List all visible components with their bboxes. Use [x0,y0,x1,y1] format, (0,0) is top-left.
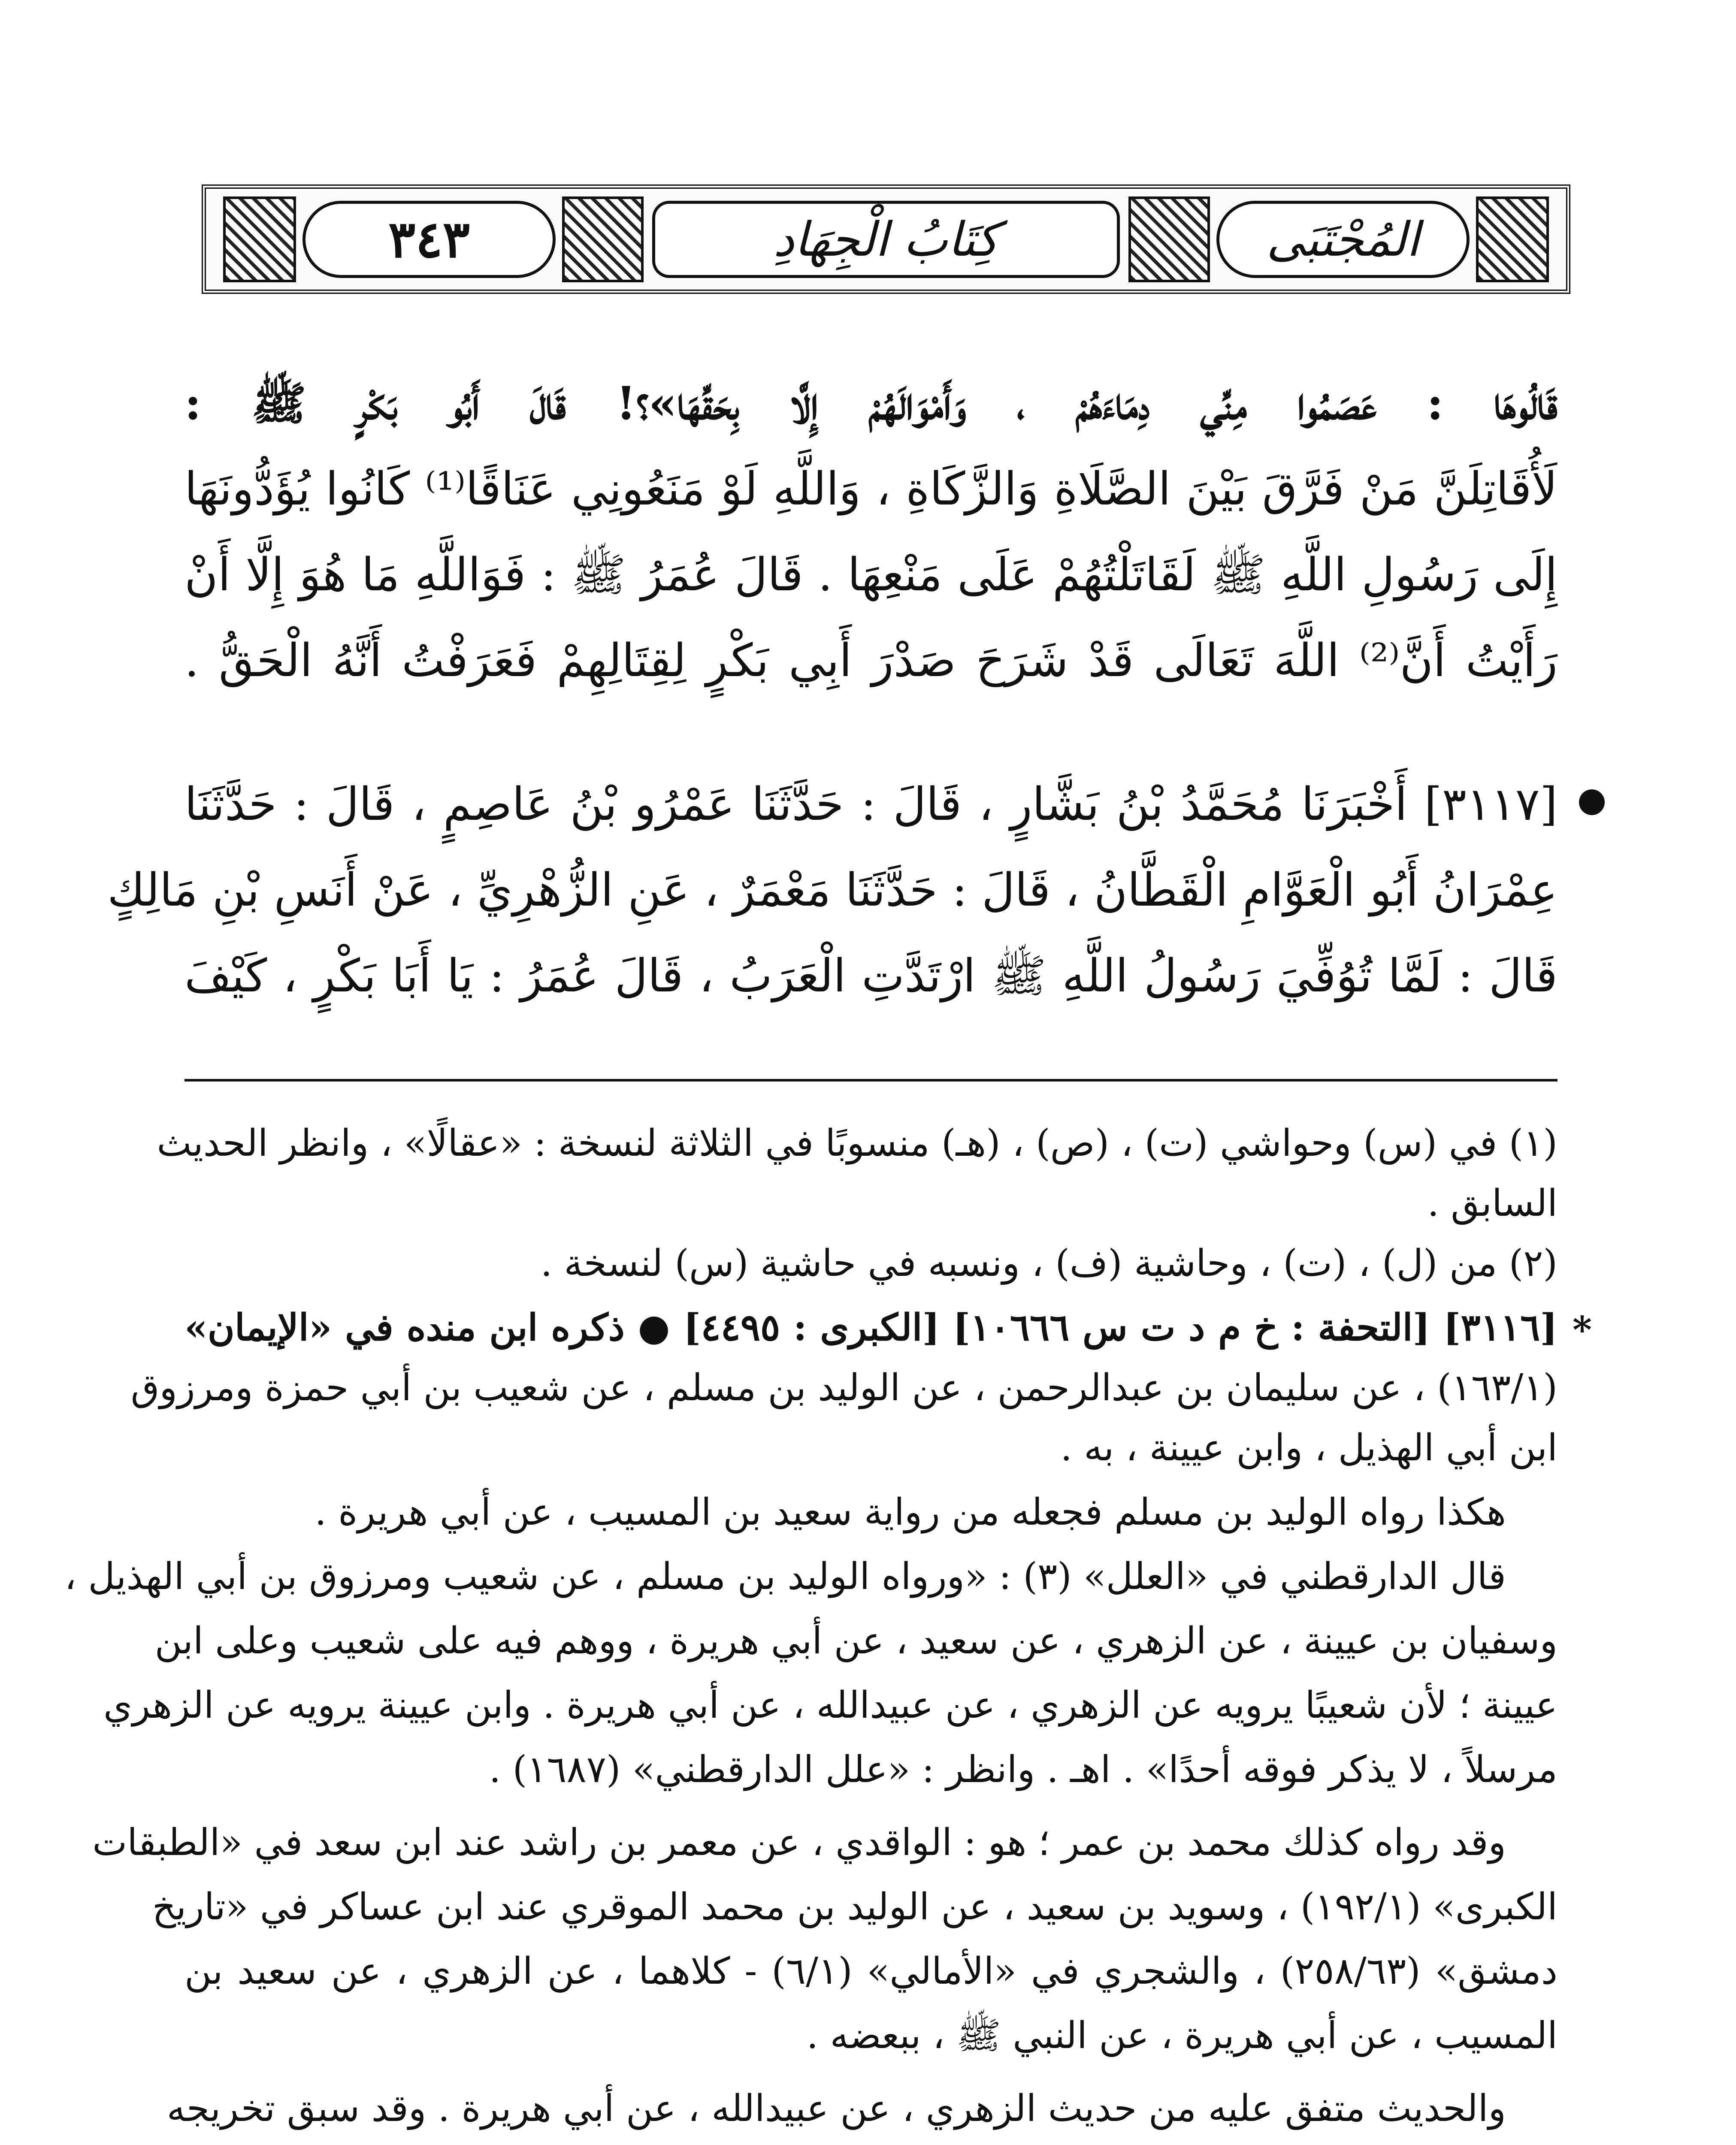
header-ornament-left [223,196,296,282]
header-ornament-center-left [562,196,644,282]
main-line: إِلَى رَسُولِ اللَّهِ ﷺ لَقَاتَلْتُهُمْ عَلَى مَنْعِهَا . قَالَ عُمَرُ ﷺ : فَوَاللَّهِ مَا هُوَ إِلَّا أَنْ [184,548,1558,601]
main-line: قَالُوهَا : عَصَمُوا مِنِّي دِمَاءَهُمْ ، وَأَمْوَالَهُمْ إِلَّا بِحَقِّهَا»؟! قَالَ أَبُو بَكْرٍ ﷺ : [184,376,1558,430]
main-line: رَأَيْتُ أَنَّ⁽²⁾ اللَّهَ تَعَالَى قَدْ شَرَحَ صَدْرَ أَبِي بَكْرٍ لِقِتَالِهِمْ فَعَرَفْتُ أَنَّهُ الْحَقُّ . [184,634,1558,687]
header-ornament-center-right [1128,196,1210,282]
page-header [202,184,1570,294]
takhrij-line: الكبرى» (١٩٢/١) ، وسويد بن سعيد ، عن الوليد بن محمد الموقري عند ابن عساكر في «تاريخ [152,1885,1558,1928]
book-title-cartouche [652,201,1120,278]
footnote-line: السابق . [1427,1182,1558,1225]
takhrij-line: (١٦٣/١) ، عن سليمان بن عبدالرحمن ، عن الوليد بن مسلم ، عن شعيب بن أبي حمزة ومرزوق [130,1366,1558,1409]
main-line: عِمْرَانُ أَبُو الْعَوَّامِ الْقَطَّانُ ، قَالَ : حَدَّثَنَا مَعْمَرٌ ، عَنِ الزُّهْرِيِّ ، عَنْ أَنَسِ بْنِ مَالِكٍ [107,864,1558,916]
takhrij-line: [٣١١٦] [التحفة : خ م د ت س ١٠٦٦٦] [الكبرى : ٤٤٩٥] ● ذكره ابن منده في «الإيمان» [184,1306,1558,1349]
takhrij-line: والحديث متفق عليه من حديث الزهري ، عن عبيدالله ، عن أبي هريرة . وقد سبق تخريجه [166,2087,1506,2130]
takhrij-line: وقد رواه كذلك محمد بن عمر ؛ هو : الواقدي ، عن معمر بن راشد عند ابن سعد في «الطبقات [92,1821,1506,1864]
header-ornament-right [1476,196,1549,282]
main-line: لَأُقَاتِلَنَّ مَنْ فَرَّقَ بَيْنَ الصَّلَاةِ وَالزَّكَاةِ ، وَاللَّهِ لَوْ مَنَعُونِي عَنَاقًا⁽¹⁾ كَانُوا يُؤَدُّونَهَا [184,462,1558,515]
takhrij-marker: * [1573,1308,1592,1352]
main-line: قَالَ : لَمَّا تُوُفِّيَ رَسُولُ اللَّهِ ﷺ ارْتَدَّتِ الْعَرَبُ ، قَالَ عُمَرُ : يَا أَبَا بَكْرٍ ، كَيْفَ [184,949,1558,1002]
takhrij-line: هكذا رواه الوليد بن مسلم فجعله من رواية سعيد بن المسيب ، عن أبي هريرة . [315,1491,1506,1534]
takhrij-line: وسفيان بن عيينة ، عن الزهري ، عن سعيد ، عن أبي هريرة ، ووهم فيه على شعيب وعلى ابن [154,1619,1558,1662]
takhrij-line: المسيب ، عن أبي هريرة ، عن النبي ﷺ ، ببعضه . [806,2014,1558,2057]
page-number-cartouche [302,201,556,278]
footnote-separator [184,1079,1558,1082]
book-series: المُجْتَبَى [1266,212,1420,267]
takhrij-line: قال الدارقطني في «العلل» (٣) : «ورواه الوليد بن مسلم ، عن شعيب ومرزوق بن أبي الهذيل ، [64,1555,1506,1598]
book-series-cartouche [1216,201,1470,278]
book-title: كِتَابُ الْجِهَادِ [773,212,999,267]
footnote-line: (١) في (س) وحواشي (ت) ، (ص) ، (هـ) منسوبًا في الثلاثة لنسخة : «عقالًا» ، وانظر الحديث [157,1122,1558,1165]
takhrij-line: عيينة ؛ لأن شعيبًا يرويه عن الزهري ، عن عبيدالله ، عن أبي هريرة . وابن عيينة يرويه عن الزهري [103,1684,1558,1727]
takhrij-line: ابن أبي الهذيل ، وابن عيينة ، به . [1060,1426,1558,1469]
hadith-bullet [1579,789,1605,815]
takhrij-line: دمشق» (٢٥٨/٦٣) ، والشجري في «الأمالي» (٦/١) - كلاهما ، عن الزهري ، عن سعيد بن [184,1950,1558,1993]
footnote-line: (٢) من (ل) ، (ت) ، وحاشية (ف) ، ونسبه في حاشية (س) لنسخة . [540,1242,1558,1285]
page-number: ٣٤٣ [388,209,470,269]
main-line: [٣١١٧] أَخْبَرَنَا مُحَمَّدُ بْنُ بَشَّارٍ ، قَالَ : حَدَّثَنَا عَمْرُو بْنُ عَاصِمٍ ، قَالَ : حَدَّثَنَا [184,778,1558,831]
takhrij-line: مرسلاً ، لا يذكر فوقه أحدًا» . اهـ . وانظر : «علل الدارقطني» (١٦٨٧) . [489,1748,1558,1791]
